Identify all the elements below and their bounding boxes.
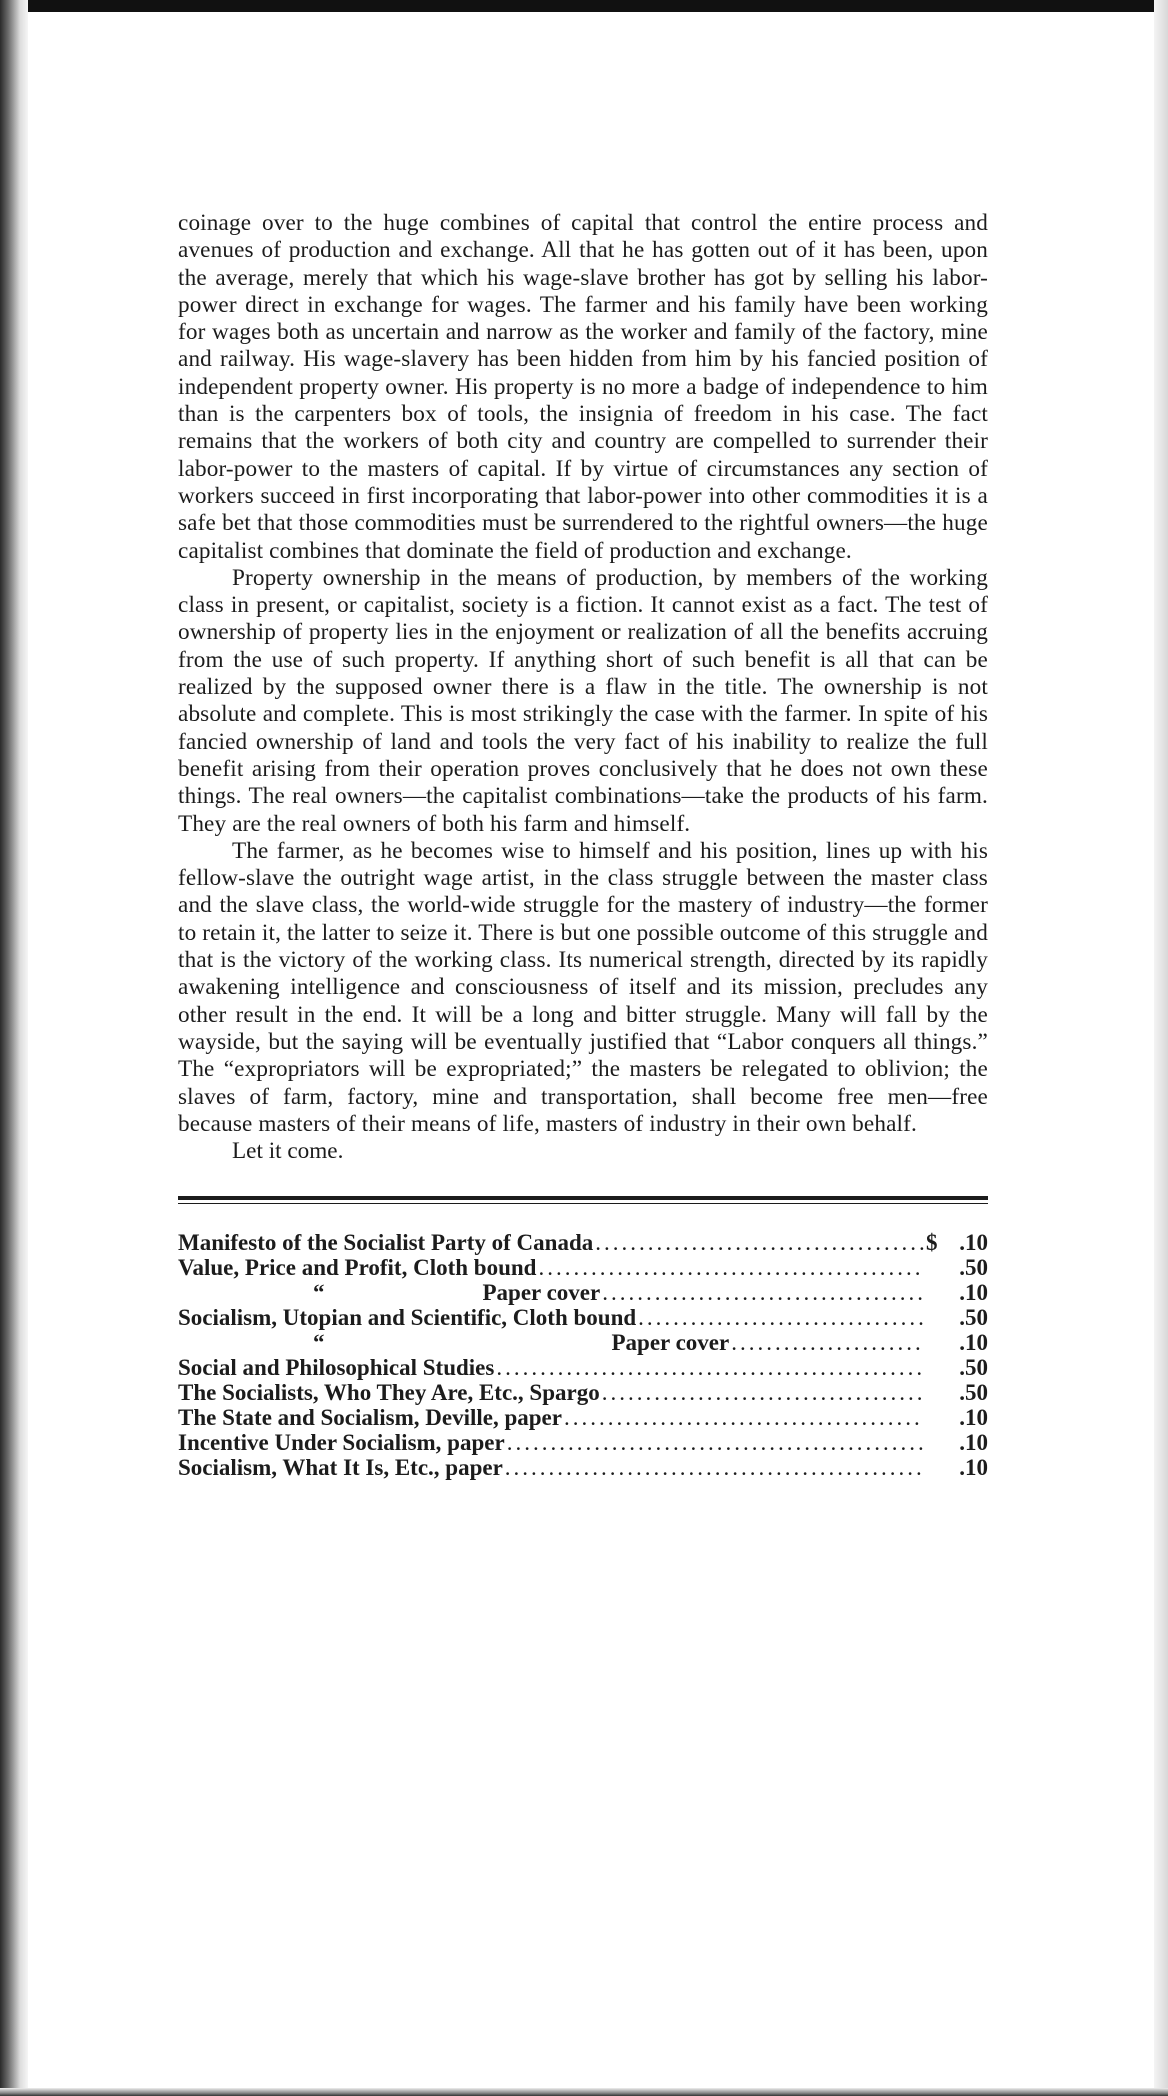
book-row (178, 1281, 988, 1306)
paragraph-2: Property ownership in the means of production, by members of the working class in present, or capitalist, society is a fiction. It cannot exist as a fact. The test of ownership of property lies in the enjoyment or realization of all the benefits accruing from the use of such property. If anything short of such benefit is all that can be realized by the supposed owner there is a flaw in the title. The ownership is not absolute and complete. This is most strikingly the case with the farmer. In spite of his fancied ownership of land and tools the very fact of his inability to realize the full benefit arising from their operation proves conclusively that he does not own these things. The real owners—the capitalist combinations—take the products of his farm. They are the real owners of both his farm and himself. (178, 564, 988, 837)
book-title: Incentive Under Socialism, paper (178, 1429, 505, 1455)
book-price: .50 (959, 1379, 988, 1405)
book-row (178, 1331, 988, 1356)
leader-dots (731, 1331, 924, 1356)
page-body (178, 210, 988, 1480)
book-price: .50 (959, 1354, 988, 1380)
book-price: .10 (959, 1454, 988, 1480)
scan-right-edge (1154, 0, 1168, 2096)
book-title: Manifesto of the Socialist Party of Canada (178, 1230, 594, 1256)
leader-dots (564, 1406, 924, 1431)
leader-dots (507, 1431, 924, 1456)
ditto-mark: “ (313, 1330, 325, 1356)
book-price: .10 (959, 1230, 988, 1256)
double-rule-divider (178, 1196, 988, 1204)
leader-dots (496, 1356, 924, 1381)
currency-symbol: $ (926, 1230, 938, 1256)
ditto-mark: “ (313, 1280, 325, 1306)
book-row (178, 1406, 988, 1431)
book-row (178, 1306, 988, 1331)
book-price: .10 (959, 1330, 988, 1356)
leader-dots (602, 1381, 924, 1406)
paragraph-3: The farmer, as he becomes wise to himself and his position, lines up with his fellow-slave the outright wage artist, in the class struggle between the master class and the slave class, the world-wide struggle for the mastery of industry—the former to retain it, the latter to seize it. There is but one possible outcome of this struggle and that is the victory of the working class. Its numerical strength, directed by its rapidly awakening intelligence and consciousness of itself and its mission, precludes any other result in the end. It will be a long and bitter struggle. Many will fall by the wayside, but the saying will be eventually justified that “Labor conquers all things.” The “expropriators will be expropriated;” the masters be relegated to oblivion; the slaves of farm, factory, mine and transportation, shall become free men—free because masters of their means of life, masters of industry in their own behalf. (178, 837, 988, 1137)
book-title: Socialism, What It Is, Etc., paper (178, 1454, 503, 1480)
closing-line: Let it come. (232, 1138, 344, 1165)
book-price: .50 (959, 1255, 988, 1281)
book-title: Socialism, Utopian and Scientific, Cloth bound (178, 1305, 637, 1331)
paragraph-1: coinage over to the huge combines of capital that control the entire process and avenues of production and exchange. All that he has gotten out of it has been, upon the average, merely that which his wage-slave brother has got by selling his labor-power direct in exchange for wages. The farmer and his family have been working for wages both as uncertain and narrow as the worker and family of the factory, mine and railway. His wage-slavery has been hidden from him by his fancied position of independent property owner. His property is no more a badge of independence to him than is the carpenters box of tools, the insignia of freedom in his case. The fact remains that the workers of both city and country are compelled to surrender their labor-power to the masters of capital. If by virtue of circumstances any section of workers succeed in first incorporating that labor-power into other commodities it is a safe bet that those commodities must be surrendered to the rightful owners—the huge capitalist combines that dominate the field of production and exchange. (178, 210, 988, 564)
book-row (178, 1431, 988, 1456)
book-price: .50 (959, 1305, 988, 1331)
book-title: The Socialists, Who They Are, Etc., Spargo (178, 1379, 600, 1405)
leader-dots (638, 1306, 924, 1331)
book-price: .10 (959, 1280, 988, 1306)
book-price-list (178, 1231, 988, 1480)
book-price: .10 (959, 1429, 988, 1455)
scan-top-edge (0, 0, 1168, 12)
book-row (178, 1231, 988, 1256)
book-row (178, 1381, 988, 1406)
book-title: The State and Socialism, Deville, paper (178, 1404, 562, 1430)
leader-dots (505, 1456, 924, 1481)
book-price: .10 (959, 1404, 988, 1430)
book-row (178, 1456, 988, 1481)
book-title: Social and Philosophical Studies (178, 1354, 495, 1380)
leader-dots (595, 1231, 924, 1256)
book-row (178, 1356, 988, 1381)
book-title: Paper cover (482, 1280, 601, 1306)
book-title: Paper cover (611, 1330, 730, 1356)
scan-left-edge (0, 0, 28, 2096)
scan-bottom-edge (0, 2088, 1168, 2096)
book-row (178, 1256, 988, 1281)
leader-dots (602, 1281, 924, 1306)
leader-dots (538, 1256, 924, 1281)
book-title: Value, Price and Profit, Cloth bound (178, 1255, 537, 1281)
